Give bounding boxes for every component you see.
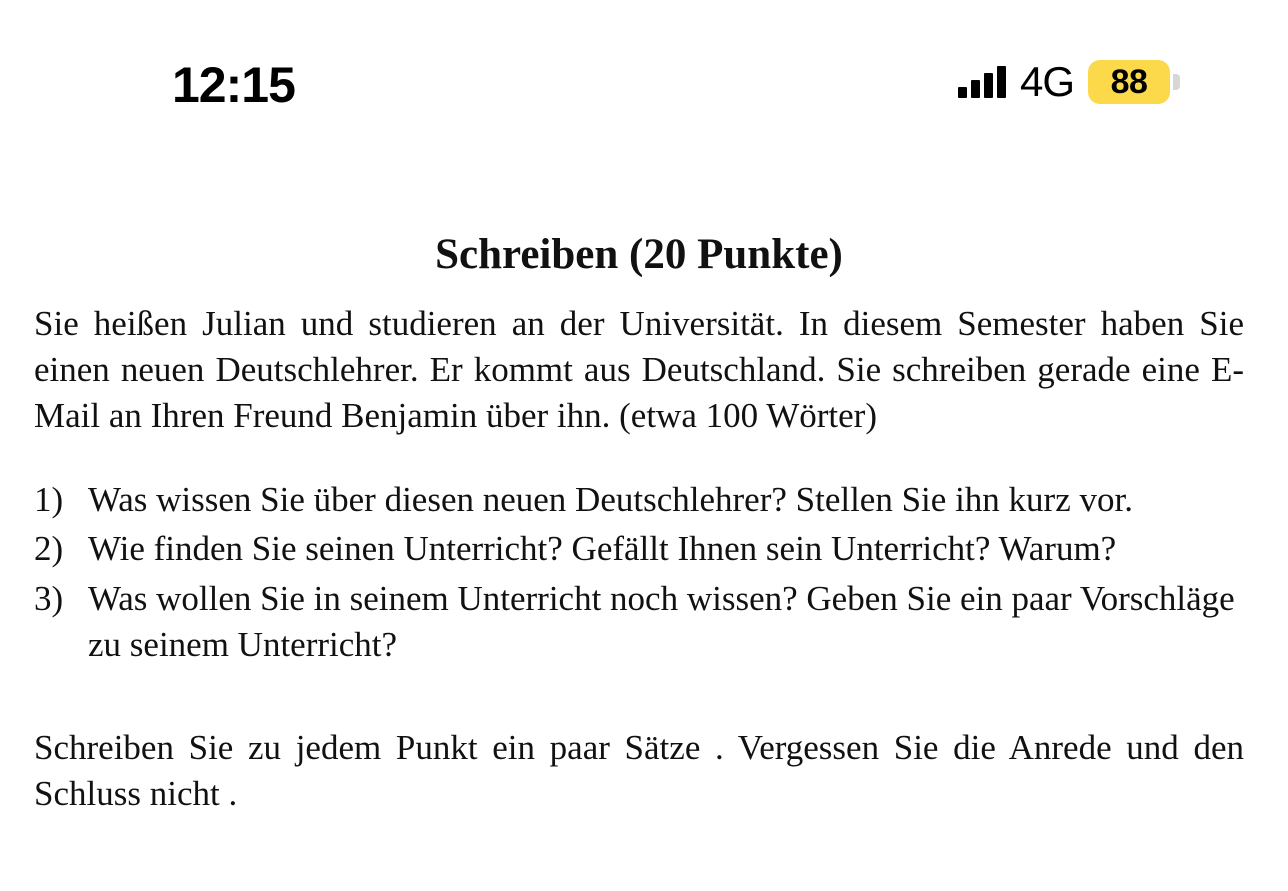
page-title: Schreiben (20 Punkte) (435, 231, 843, 278)
signal-bars-icon (958, 66, 1006, 98)
task-list (34, 477, 1244, 669)
list-item (34, 477, 1244, 524)
battery-percent-label: 88 (1110, 62, 1148, 101)
list-item (34, 576, 1244, 669)
intro-line-2: einen neuen Deutschlehrer. Er kommt aus Deutschland. Sie schreiben gerade eine (34, 349, 1200, 389)
task-text: Was wollen Sie in seinem Unterricht noch wissen? Geben Sie ein paar Vorschläge zu seinem Unterricht? (88, 578, 1235, 665)
network-type-label: 4G (1019, 58, 1074, 105)
task-number: 3) (34, 578, 64, 618)
task-text: Was wissen Sie über diesen neuen Deutschlehrer? Stellen Sie ihn kurz vor. (88, 479, 1133, 519)
document-body (34, 230, 1244, 816)
closing-line-2: Schluss nicht . (34, 773, 238, 813)
battery-body (1088, 60, 1170, 104)
intro-line-1: Sie heißen Julian und studieren an der Universität. In diesem Semester haben Sie (34, 304, 1244, 343)
status-indicators (958, 58, 1180, 106)
closing-line-1: Schreiben Sie zu jedem Punkt ein paar Sätze . Vergessen Sie die Anrede und den (34, 727, 1244, 767)
battery-indicator (1088, 60, 1180, 104)
battery-cap-icon (1173, 74, 1180, 90)
task-number: 1) (34, 479, 64, 519)
closing-paragraph (34, 725, 1244, 817)
intro-paragraph (34, 301, 1244, 439)
list-item (34, 526, 1244, 573)
status-bar (0, 0, 1288, 150)
task-number: 2) (34, 529, 64, 569)
task-text: Wie finden Sie seinen Unterricht? Gefällt Ihnen sein Unterricht? Warum? (88, 529, 1117, 569)
intro-line-3: E-Mail an Ihren Freund Benjamin über ihn. (etwa 100 Wörter) (34, 349, 1245, 435)
status-time: 12:15 (172, 57, 295, 113)
